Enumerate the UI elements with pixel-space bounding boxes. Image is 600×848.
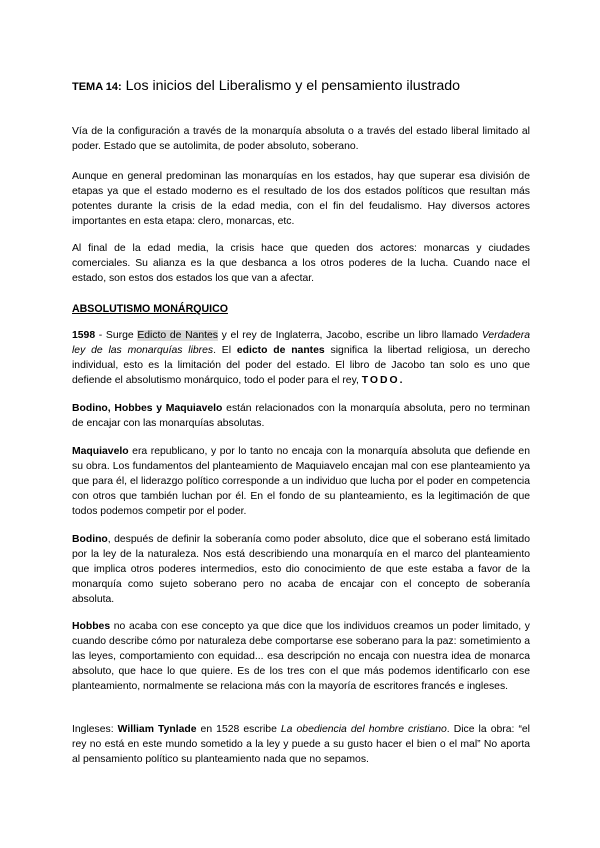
- paragraph-ingleses: [72, 723, 530, 768]
- edicto-highlight: Edicto de Nantes: [137, 330, 219, 341]
- bodino-name: Bodino: [72, 534, 108, 545]
- text-span: y el rey de Inglaterra, Jacobo, escribe un libro llamado: [218, 330, 482, 341]
- text-span: están relacionados con la monarquía absoluta, pero no terminan de encajar con las monarquías absolutas.: [72, 403, 530, 429]
- tynlade-name: William Tynlade: [117, 724, 197, 735]
- todo-emphasis: TODO.: [361, 374, 405, 386]
- text-span: - Surge: [95, 330, 138, 341]
- paragraph-maquiavelo: [72, 445, 530, 520]
- paragraph-1598: [72, 329, 530, 389]
- page-title: [72, 77, 542, 96]
- book-title-obediencia: La obediencia del hombre cristiano: [280, 724, 447, 735]
- year-1598: 1598: [72, 330, 96, 341]
- paragraph-bodino-hobbes-maquiavelo: [72, 402, 530, 432]
- paragraph-bodino: [72, 533, 530, 608]
- text-span: en 1528 escribe: [196, 724, 281, 735]
- intro-paragraph-3: Al final de la edad media, la crisis hace que queden dos actores: monarcas y ciudades comerciales. Su alianza es la que desbanca a los otros poderes de la lucha. Cuando nace el estado, son estos dos estados los que van a afectar.: [72, 243, 530, 284]
- text-span: era republicano, y por lo tanto no encaja con la monarquía absoluta que defiende en su obra. Los fundamentos del planteamiento de Maquiavelo encajan mal con ese planteamiento ya que para él, el liderazgo político corresponde a un individuo que lucha por el poder en competencia con otros que también luchan por él. En el fondo de su planteamiento, es la legitimación de que todos podemos competir por el poder.: [72, 446, 530, 517]
- text-span: significa la libertad religiosa, un derecho individual, esto es la limitación del poder del estado. El libro de Jacobo tan solo es uno que defiende el absolutismo monárquico, todo el poder para el rey,: [72, 344, 531, 386]
- hobbes-name: Hobbes: [72, 621, 111, 632]
- text-span: Ingleses:: [72, 724, 118, 735]
- edicto-bold: edicto de nantes: [236, 344, 325, 356]
- maquiavelo-name: Maquiavelo: [72, 446, 129, 457]
- paragraph-hobbes: [72, 620, 530, 695]
- authors-names: Bodino, Hobbes y Maquiavelo: [72, 403, 223, 414]
- text-span: , después de definir la soberanía como poder absoluto, dice que el soberano está limitado por la ley de la naturaleza. Nos está describiendo una monarquía en el marco del planteamiento que implica otros poderes intermedios, esto dio conocimiento de que este estaba a favor de la monarquía como sujeto soberano pero no acaba de encajar con el concepto de soberanía absoluta.: [72, 534, 530, 605]
- intro-paragraph-1: Vía de la configuración a través de la monarquía absoluta o a través del estado liberal limitado al poder. Estado que se autolimita, de poder absoluto, soberano.: [72, 126, 530, 152]
- intro-paragraph-2: Aunque en general predominan las monarquías en los estados, hay que superar esa división de etapas ya que el estado moderno es el resultado de los dos estados políticos que resultan más potentes durante la crisis de la edad media, con el fin del feudalismo. Hay diversos actores importantes en esta etapa: clero, monarcas, etc.: [72, 171, 530, 227]
- text-span: no acaba con ese concepto ya que dice que los individuos creamos un poder limitado, y cuando describe cómo por naturaleza debe comportarse ese soberano para la paz: sometimiento a las leyes, comportamiento con equidad... esa descripción no encaja con nuestra idea de monarca absoluto, que hace lo que quiere. Es de los tres con el que más podemos identificarlo con ese planteamiento, normalmente se relaciona más con la mayoría de escritores francés e ingleses.: [72, 621, 530, 692]
- title-text: Los inicios del Liberalismo y el pensamiento ilustrado: [125, 78, 461, 94]
- title-label: TEMA 14:: [72, 81, 122, 93]
- text-span: . Dice la obra: “el rey no está en este mundo sometido a la ley y puede a su gusto hacer el bien o el mal” No aporta al pensamiento político su planteamiento nada que no sepamos.: [72, 724, 530, 765]
- text-span: . El: [213, 344, 237, 356]
- book-title: Verdadera ley de las monarquías libres: [72, 330, 530, 356]
- section-heading: ABSOLUTISMO MONÁRQUICO: [72, 303, 228, 315]
